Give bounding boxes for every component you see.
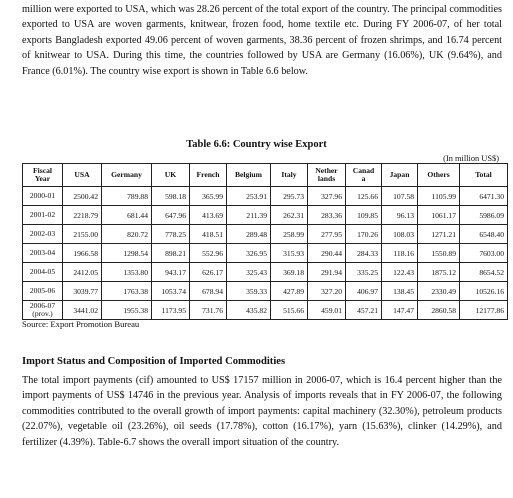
fiscal-year-cell: 2002-03 (23, 225, 63, 244)
table-row (23, 206, 508, 225)
header-germany: Germany (102, 164, 152, 187)
table-cell: 1298.54 (102, 244, 152, 263)
table-cell: 647.96 (152, 206, 190, 225)
table-row (23, 244, 508, 263)
table-cell: 2330.49 (418, 282, 460, 301)
table-cell: 1053.74 (152, 282, 190, 301)
header-fiscal-year: Fiscal Year (23, 164, 63, 187)
table-cell: 820.72 (102, 225, 152, 244)
table-cell: 283.36 (308, 206, 346, 225)
header-uk: UK (152, 164, 190, 187)
table-cell: 325.43 (227, 263, 271, 282)
table-cell: 1353.80 (102, 263, 152, 282)
table-cell: 326.95 (227, 244, 271, 263)
fiscal-year-cell: 2005-06 (23, 282, 63, 301)
table-cell: 122.43 (382, 263, 418, 282)
table-cell: 3441.02 (63, 301, 102, 320)
table-cell: 359.33 (227, 282, 271, 301)
fiscal-year-cell: 2001-02 (23, 206, 63, 225)
table-cell: 1061.17 (418, 206, 460, 225)
table-source: Source: Export Promotion Bureau (22, 319, 140, 329)
header-canada: Canad a (346, 164, 382, 187)
header-french: French (190, 164, 227, 187)
table-cell: 681.44 (102, 206, 152, 225)
table-body (23, 187, 508, 320)
table-cell: 8654.52 (460, 263, 508, 282)
table-cell: 1550.89 (418, 244, 460, 263)
fiscal-year-cell: 2006-07 (prov.) (23, 301, 63, 320)
table-cell: 2218.79 (63, 206, 102, 225)
table-cell: 7603.00 (460, 244, 508, 263)
table-cell: 10526.16 (460, 282, 508, 301)
table-cell: 5986.09 (460, 206, 508, 225)
table-cell: 291.94 (308, 263, 346, 282)
table-row (23, 187, 508, 206)
table-cell: 96.13 (382, 206, 418, 225)
table-cell: 3039.77 (63, 282, 102, 301)
table-cell: 170.26 (346, 225, 382, 244)
table-cell: 327.96 (308, 187, 346, 206)
table-cell: 315.93 (271, 244, 308, 263)
table-cell: 253.91 (227, 187, 271, 206)
table-cell: 678.94 (190, 282, 227, 301)
table-title: Table 6.6: Country wise Export (186, 139, 327, 150)
table-cell: 138.45 (382, 282, 418, 301)
table-cell: 418.51 (190, 225, 227, 244)
fiscal-year-cell: 2003-04 (23, 244, 63, 263)
header-usa: USA (63, 164, 102, 187)
table-cell: 598.18 (152, 187, 190, 206)
header-belgium: Belgium (227, 164, 271, 187)
header-japan: Japan (382, 164, 418, 187)
fiscal-year-note: (prov.) (32, 309, 53, 318)
table-cell: 898.21 (152, 244, 190, 263)
table-cell: 413.69 (190, 206, 227, 225)
table-cell: 118.16 (382, 244, 418, 263)
table-cell: 406.97 (346, 282, 382, 301)
table-cell: 1966.58 (63, 244, 102, 263)
table-cell: 2155.00 (63, 225, 102, 244)
table-row (23, 301, 508, 320)
table-cell: 258.99 (271, 225, 308, 244)
header-italy: Italy (271, 164, 308, 187)
header-netherlands: Nether lands (308, 164, 346, 187)
table-cell: 515.66 (271, 301, 308, 320)
header-others: Others (418, 164, 460, 187)
table-cell: 1875.12 (418, 263, 460, 282)
table-units-note: (In million US$) (443, 154, 499, 163)
table-cell: 290.44 (308, 244, 346, 263)
table-cell: 277.95 (308, 225, 346, 244)
table-cell: 731.76 (190, 301, 227, 320)
table-cell: 125.66 (346, 187, 382, 206)
table-cell: 626.17 (190, 263, 227, 282)
table-cell: 147.47 (382, 301, 418, 320)
table-row (23, 225, 508, 244)
table-cell: 335.25 (346, 263, 382, 282)
table-cell: 107.58 (382, 187, 418, 206)
fiscal-year-cell: 2000-01 (23, 187, 63, 206)
table-cell: 943.17 (152, 263, 190, 282)
table-cell: 1955.38 (102, 301, 152, 320)
intro-paragraph: million were exported to USA, which was 28.26 percent of the total export of the country. The principal commodities exported to USA are woven garments, knitwear, frozen food, home textile etc. During FY 2006-07, of her total exports Bangladesh exported 49.06 percent of woven garments, 38.36 percent of frozen shrimps, and 16.74 percent of knitwear to USA. During this time, the countries followed by USA are Germany (16.06%), UK (9.64%), and France (6.01%). The country wise export is shown in Table 6.6 below. (22, 4, 502, 77)
table-cell: 295.73 (271, 187, 308, 206)
table-row (23, 282, 508, 301)
table-cell: 12177.86 (460, 301, 508, 320)
import-paragraph: The total import payments (cif) amounted to US$ 17157 million in 2006-07, which is 16.4 percent higher than the import payments of US$ 14746 in the previous year. Analysis of imports reveals that in FY 2006-07, the following commodities contributed to the overall growth of import payments: capital machinery (32.30%), petroleum products (22.07%), vegetable oil (23.26%), oil seeds (17.78%), cotton (16.17%), yarn (15.63%), clinker (14.29%), and fertilizer (4.39%). Table-6.7 shows the overall import situation of the country. (22, 375, 502, 448)
table-cell: 2500.42 (63, 187, 102, 206)
table-cell: 457.21 (346, 301, 382, 320)
table-cell: 262.31 (271, 206, 308, 225)
table-cell: 435.82 (227, 301, 271, 320)
table-cell: 109.85 (346, 206, 382, 225)
table-cell: 427.89 (271, 282, 308, 301)
table-cell: 211.39 (227, 206, 271, 225)
table-cell: 365.99 (190, 187, 227, 206)
section-heading: Import Status and Composition of Imported Commodities (22, 356, 286, 367)
table-cell: 327.20 (308, 282, 346, 301)
table-cell: 2860.58 (418, 301, 460, 320)
table-cell: 778.25 (152, 225, 190, 244)
table-header-row (23, 164, 508, 187)
table-cell: 459.01 (308, 301, 346, 320)
table-cell: 1271.21 (418, 225, 460, 244)
header-total: Total (460, 164, 508, 187)
table-row (23, 263, 508, 282)
table-cell: 1173.95 (152, 301, 190, 320)
table-cell: 6548.40 (460, 225, 508, 244)
table-cell: 108.03 (382, 225, 418, 244)
table-cell: 284.33 (346, 244, 382, 263)
table-cell: 552.96 (190, 244, 227, 263)
table-cell: 2412.05 (63, 263, 102, 282)
fiscal-year-cell: 2004-05 (23, 263, 63, 282)
table-cell: 6471.30 (460, 187, 508, 206)
table-cell: 789.88 (102, 187, 152, 206)
table-cell: 289.48 (227, 225, 271, 244)
country-wise-export-table (22, 163, 508, 320)
table-cell: 1105.99 (418, 187, 460, 206)
table-cell: 1763.38 (102, 282, 152, 301)
table-cell: 369.18 (271, 263, 308, 282)
